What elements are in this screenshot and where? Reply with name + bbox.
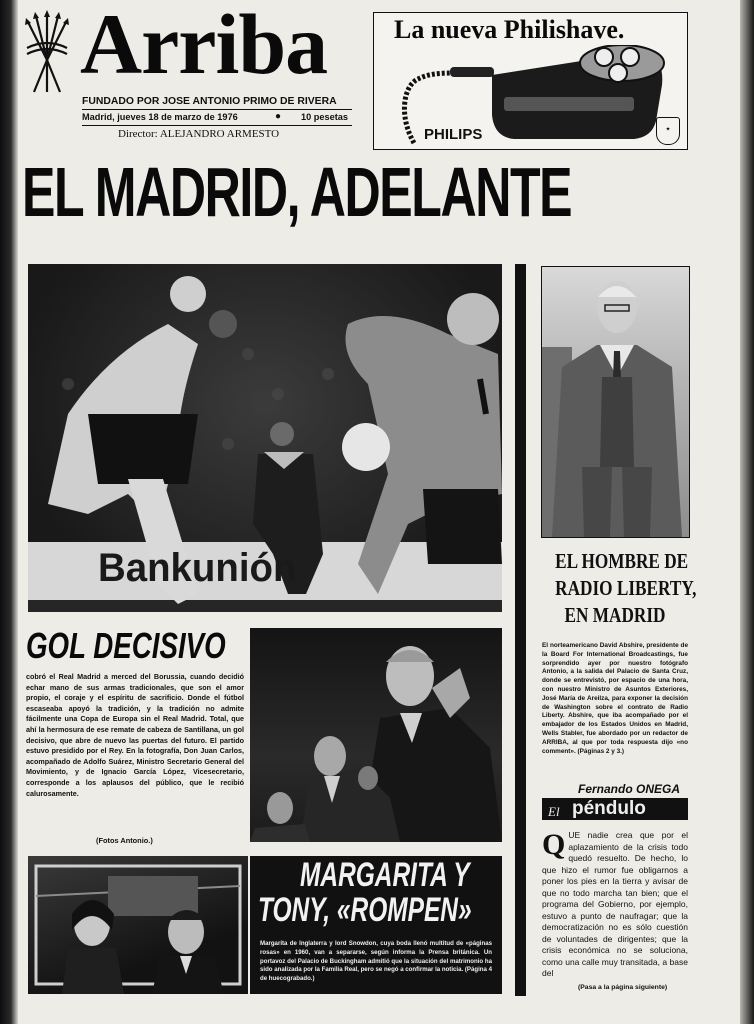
column-continued: (Pasa a la página siguiente) [578, 984, 668, 991]
masthead-rule-top [82, 109, 352, 110]
billboard-text: Bankunión [98, 546, 297, 590]
column-title: péndulo [572, 798, 646, 819]
column-body: UE nadie crea que por el aplazamiento de la crisis todo quedó resuelto. De hecho, lo que hizo el rumor fue obligarnos a poner los pies en la tierra y avisar de que no todo marcha tan bien; que el programa del Gobierno, por ejemplo, estuvo a punto de naufragar; que la democratización no es sólo cuestión de voluntades de dirigentes; que la crisis económica no se soluciona, como una calle muy transitada, a base del [542, 830, 688, 978]
gol-title: GOL DECISIVO [26, 625, 226, 666]
sidebar-title-line: EN MADRID [564, 603, 666, 627]
margarita-panel [250, 856, 502, 994]
ad-headline: La nueva Philishave. [394, 15, 625, 44]
margarita-title-line: TONY, «ROMPEN» [258, 891, 472, 929]
newspaper-page [18, 0, 740, 1024]
column-title-prefix: El [548, 804, 560, 819]
margarita-photo [28, 856, 248, 994]
bullet-separator: ● [275, 111, 282, 122]
column-divider [515, 264, 526, 996]
couple-in-car-scene [28, 856, 248, 994]
abshire-photo [541, 266, 690, 538]
column-title-bar [542, 798, 688, 820]
football-photo [28, 264, 502, 612]
yoke-arrows-icon [22, 8, 72, 96]
margarita-title-line: MARGARITA Y [300, 856, 470, 894]
philips-shield-icon: ✦ [656, 117, 680, 145]
sidebar-body: El norteamericano David Abshire, presidente de la Board For International Broadcastings, fue sorprendido ayer por nuestro fotógrafo Antonio, a la salida del Palacio de Santa Cruz, donde se entrevistó, por espacio de una hora, con nuestro Ministro de Asuntos Exteriores, José María de Areilza, para exponer la decisión de Washington sobre el contrato de Radio Liberty. Abshire, que iba acompañado por el embajador de los Estados Unidos en Madrid, Wells Stabler, fue abordado por un redactor de ARRIBA, al que por toda respuesta dijo «no comment». (Páginas 2 y 3.) [542, 642, 688, 755]
masthead-rule-bottom [82, 125, 352, 126]
masthead-founder: FUNDADO POR JOSE ANTONIO PRIMO DE RIVERA [82, 96, 337, 107]
margarita-body: Margarita de Inglaterra y lord Snowdon, cuya boda llenó multitud de «páginas rosas» en 1960, van a separarse, según informa la Prensa británica. Un portavoz del Palacio de Buckingham admitió que la situación del matrimonio ha sido analizada por la Familia Real, pero se negó a confirmar la noticia. (Página 4 de huecograbado.) [260, 940, 492, 983]
gol-body: cobró el Real Madrid a merced del Borussia, cuando decidió echar mano de sus armas tradicionales, que son el amor propio, el coraje y el espíritu de sacrificio. Donde el fútbol escaseaba apoyó la tradición, y la tradición no admite fácilmente una Copa de Europa sin el Real Madrid. Total, que ahí la hermosura de ese remate de cabeza de Santillana, un gol decisivo, que abre de nuevo las puertas del futuro. El partido estuvo presidido por el Rey. En la fotografía, Don Juan Carlos, acompañado de Adolfo Suárez, Ministro Secretario General del Movimiento, y de Ignacio García López, Vicesecretario, corresponde a los aplausos del público, que le recibió calurosamente. [26, 672, 244, 798]
officials-scene [250, 628, 502, 842]
masthead-director: Director: ALEJANDRO ARMESTO [118, 128, 280, 140]
column-author: Fernando ONEGA [578, 782, 681, 796]
philishave-ad [373, 12, 688, 150]
masthead-title: Arriba [80, 0, 328, 92]
sidebar-title [542, 548, 697, 629]
sidebar-title-line: EL HOMBRE DE [555, 549, 689, 573]
sidebar-title-line: RADIO LIBERTY, [555, 576, 697, 600]
main-headline: EL MADRID, ADELANTE [22, 153, 572, 231]
gol-credit: (Fotos Antonio.) [96, 836, 153, 845]
ad-brand: PHILIPS [424, 126, 483, 143]
man-in-suit-figure [542, 267, 689, 537]
book-spine [0, 0, 18, 1024]
masthead-dateline: Madrid, jueves 18 de marzo de 1976 [82, 112, 238, 122]
column-text [542, 830, 688, 980]
king-photo [250, 628, 502, 842]
column-dropcap: Q [542, 828, 566, 861]
masthead-price: 10 pesetas [301, 112, 348, 122]
